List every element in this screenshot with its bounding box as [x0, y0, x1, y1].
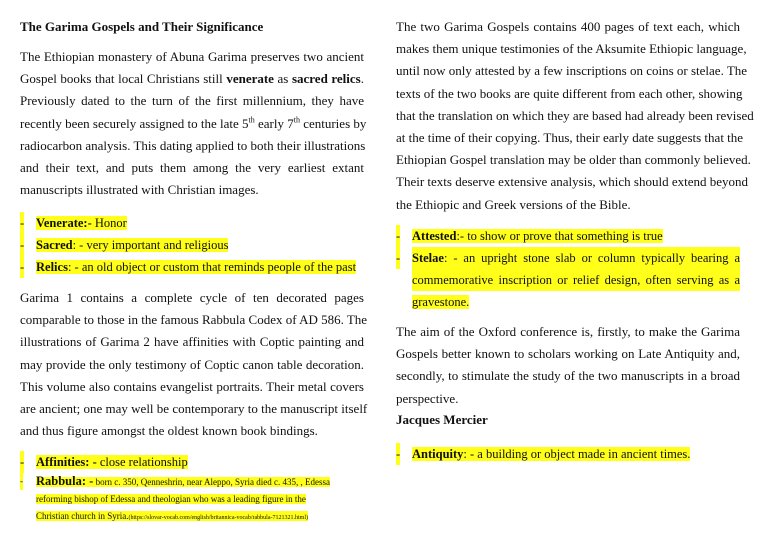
aim-line: Gospels better known to scholars working on Late Antiquity and,	[396, 346, 740, 362]
glossary-definition: Honor	[91, 216, 127, 230]
glossary-item	[396, 443, 690, 465]
source-link[interactable]: (https://slovar-vocab.com/english/britannica-vocab/rabbula-7121321.html)	[128, 515, 308, 521]
intro-text: .	[360, 71, 364, 87]
bullet-dash: -	[396, 443, 400, 465]
glossary-definition: Christian church in Syria.	[36, 511, 129, 521]
glossary-term: Sacred	[36, 238, 73, 252]
glossary-item	[20, 212, 356, 234]
bullet-dash: -	[20, 256, 24, 278]
glossary-term: Rabbula: -	[36, 474, 94, 488]
bullet-dash: -	[20, 473, 23, 490]
bullet-dash: -	[20, 212, 24, 234]
texts-line: until now only attested by a few inscriptions on coins or stelae. The	[396, 63, 748, 79]
ordinal-suffix: th	[248, 115, 255, 125]
intro-line	[20, 113, 367, 135]
intro-line: and their text, and puts them among the very earliest extant	[20, 160, 364, 176]
glossary-item	[20, 473, 330, 527]
glossary-item	[396, 225, 740, 247]
glossary-term: Antiquity	[412, 447, 464, 461]
intro-text: as	[273, 71, 292, 87]
glossary-item	[20, 256, 356, 278]
aim-paragraph	[396, 321, 740, 410]
garima-line: This volume also contains evangelist portraits. Their metal covers	[20, 378, 364, 394]
intro-text: recently been securely assigned to the late 5	[20, 115, 249, 131]
glossary-item	[396, 247, 740, 313]
venerate-word: venerate	[226, 71, 274, 87]
intro-text: early 7	[254, 115, 294, 131]
texts-line: makes them unique testimonies of the Aksumite Ethiopic language,	[396, 41, 747, 57]
glossary-definition: :- to show or prove that something is true	[456, 229, 663, 243]
glossary-list	[396, 225, 740, 313]
glossary-term: Relics	[36, 260, 68, 274]
texts-paragraph	[396, 16, 754, 216]
aim-line: perspective.	[396, 390, 459, 406]
garima-paragraph	[20, 287, 368, 442]
aim-line: The aim of the Oxford conference is, firstly, to make the Garima	[396, 324, 740, 339]
garima-line: illustrations of Garima 2 have affinities with Coptic painting and	[20, 334, 364, 350]
texts-line: Their texts deserve extensive analysis, which should extend beyond	[396, 174, 748, 190]
intro-line: manuscripts illustrated with Christian images.	[20, 182, 259, 198]
glossary-term: Affinities: -	[36, 455, 97, 469]
glossary-list	[20, 451, 330, 527]
texts-line: Ethiopian Gospel translation may be older than commonly believed.	[396, 152, 751, 168]
glossary-definition: : - an upright stone slab or column typically bearing a	[443, 251, 740, 265]
glossary-definition: : - a building or object made in ancient times.	[463, 447, 691, 461]
garima-line: are ancient; one may well be contemporary to the manuscript itself	[20, 401, 368, 417]
glossary-term: Stelae	[412, 251, 444, 265]
glossary-definition: reforming bishop of Edessa and theologian who was a leading figure in the	[36, 494, 306, 504]
intro-paragraph	[20, 46, 367, 201]
ordinal-suffix: th	[293, 115, 300, 125]
garima-line: Garima 1 contains a complete cycle of ten decorated pages	[20, 290, 364, 305]
texts-line: at the time of their copying. Thus, their early date suggests that the	[396, 130, 744, 146]
glossary-definition: commemorative inscription or relief design, often serving as a	[412, 269, 740, 291]
bullet-dash: -	[396, 247, 400, 269]
glossary-term: Venerate:-	[36, 216, 92, 230]
glossary-definition: : - very important and religious	[72, 238, 229, 252]
bullet-dash: -	[20, 451, 24, 473]
glossary-definition: close relationship	[96, 455, 188, 469]
bullet-dash: -	[396, 225, 400, 247]
glossary-definition: gravestone.	[412, 295, 470, 309]
glossary-definition: born c. 350, Qenneshrin, near Aleppo, Syria died c. 435, , Edessa	[93, 477, 331, 487]
intro-text: Gospel books that local Christians still	[20, 71, 227, 87]
aim-line: secondly, to stimulate the study of the two manuscripts in a broad	[396, 368, 740, 384]
bullet-dash: -	[20, 234, 24, 256]
garima-line: comparable to those in the famous Rabbula Codex of AD 586. The	[20, 312, 368, 328]
garima-line: and thus figure amongst the oldest known book bindings.	[20, 423, 318, 439]
garima-line: may provide the only testimony of Coptic canon table decoration.	[20, 356, 364, 372]
texts-line: the Ethiopic and Greek versions of the Bible.	[396, 196, 631, 212]
texts-line: texts of the two books are quite different from each other, showing	[396, 85, 743, 101]
intro-line: radiocarbon analysis. This dating applied to both their illustrations	[20, 137, 366, 153]
glossary-list	[20, 212, 356, 278]
texts-line: The two Garima Gospels contains 400 pages of text each, which	[396, 19, 740, 34]
glossary-term: Attested	[412, 229, 457, 243]
sacred-relics-word: sacred relics	[291, 71, 361, 87]
document-title: The Garima Gospels and Their Significance	[20, 19, 264, 34]
intro-line: The Ethiopian monastery of Abuna Garima preserves two ancient	[20, 49, 364, 64]
author-name: Jacques Mercier	[396, 412, 488, 427]
intro-text: centuries by	[299, 115, 367, 131]
texts-line: that the translation on which they are based had already been revised	[396, 107, 754, 123]
glossary-definition: : - an old object or custom that reminds people of the past	[67, 260, 357, 274]
intro-line	[20, 68, 364, 90]
intro-line: Previously dated to the turn of the first millennium, they have	[20, 93, 364, 109]
glossary-item	[20, 234, 356, 256]
glossary-item	[20, 451, 330, 473]
glossary-list	[396, 443, 690, 465]
